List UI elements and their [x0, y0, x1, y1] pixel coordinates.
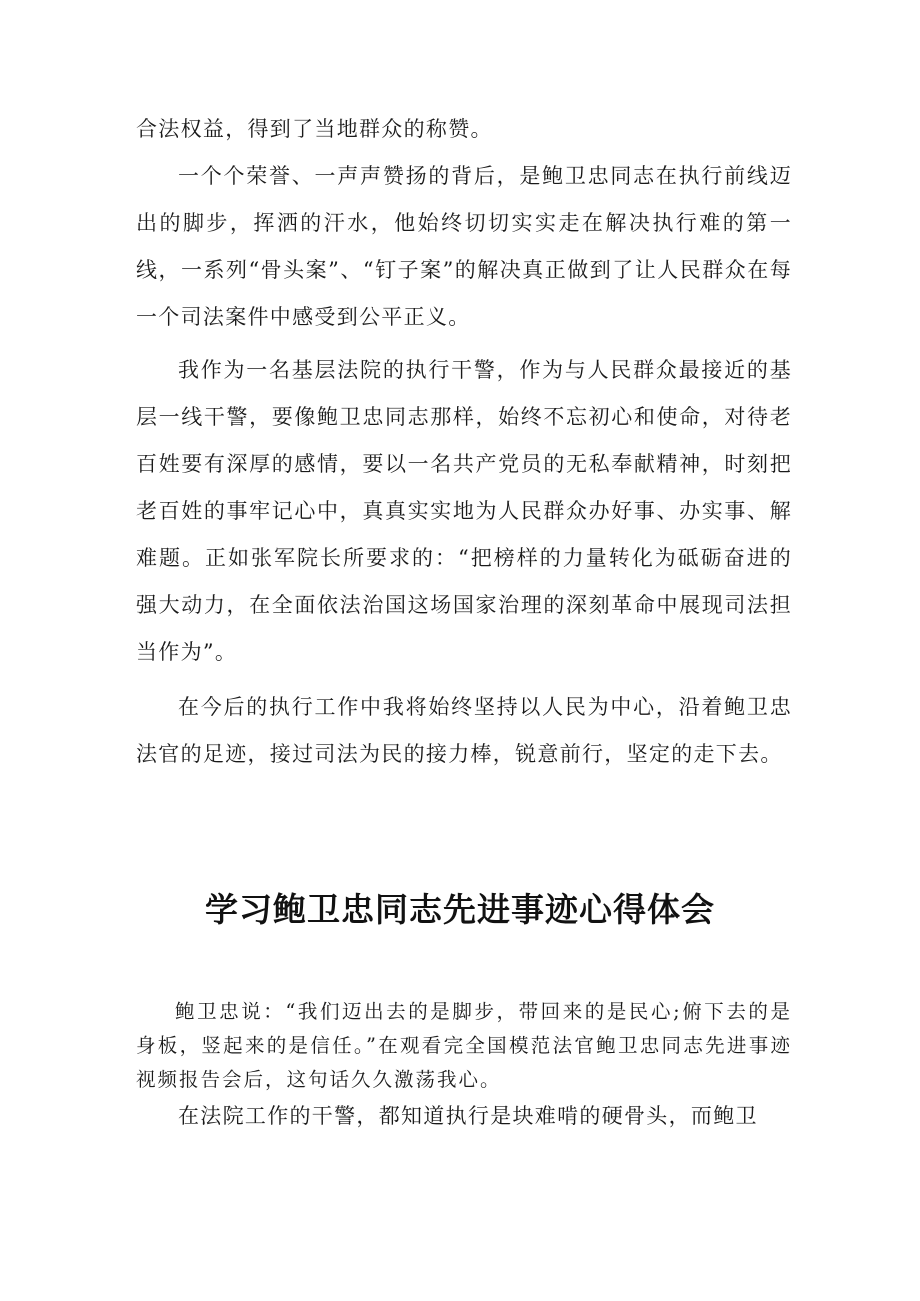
- paragraph-honors: 一个个荣誉、一声声赞扬的背后，是鲍卫忠同志在执行前线迈出的脚步，挥洒的汗水，他始终切切实实走在解决执行难的第一线，一系列“骨头案”、“钉子案”的解决真正做到了让人民群众在每一个司法案件中感受到公平正义。: [136, 164, 792, 329]
- paragraph-quote: 鲍卫忠说：“我们迈出去的是脚步，带回来的是民心;俯下去的是身板，竖起来的是信任。”在观看完全国模范法官鲍卫忠同志先进事迹视频报告会后，这句话久久激荡我心。: [136, 1000, 792, 1091]
- paragraph-court-work: 在法院工作的干警，都知道执行是块难啃的硬骨头，而鲍卫: [178, 1104, 758, 1128]
- paragraph-continuation: 合法权益，得到了当地群众的称赞。: [136, 117, 493, 141]
- paragraph-commitment: 我作为一名基层法院的执行干警，作为与人民群众最接近的基层一线干警，要像鲍卫忠同志那样，始终不忘初心和使命，对待老百姓要有深厚的感情，要以一名共产党员的无私奉献精神，时刻把老百姓的事牢记心中，真真实实地为人民群众办好事、办实事、解难题。正如张军院长所要求的：“把榜样的力量转化为砥砺奋进的强大动力，在全面依法治国这场国家治理的深刻革命中展现司法担当作为”。: [136, 358, 792, 664]
- paragraph-future-work: 在今后的执行工作中我将始终坚持以人民为中心，沿着鲍卫忠法官的足迹，接过司法为民的接力棒，锐意前行，坚定的走下去。: [136, 695, 792, 766]
- section-title: 学习鲍卫忠同志先进事迹心得体会: [205, 890, 715, 929]
